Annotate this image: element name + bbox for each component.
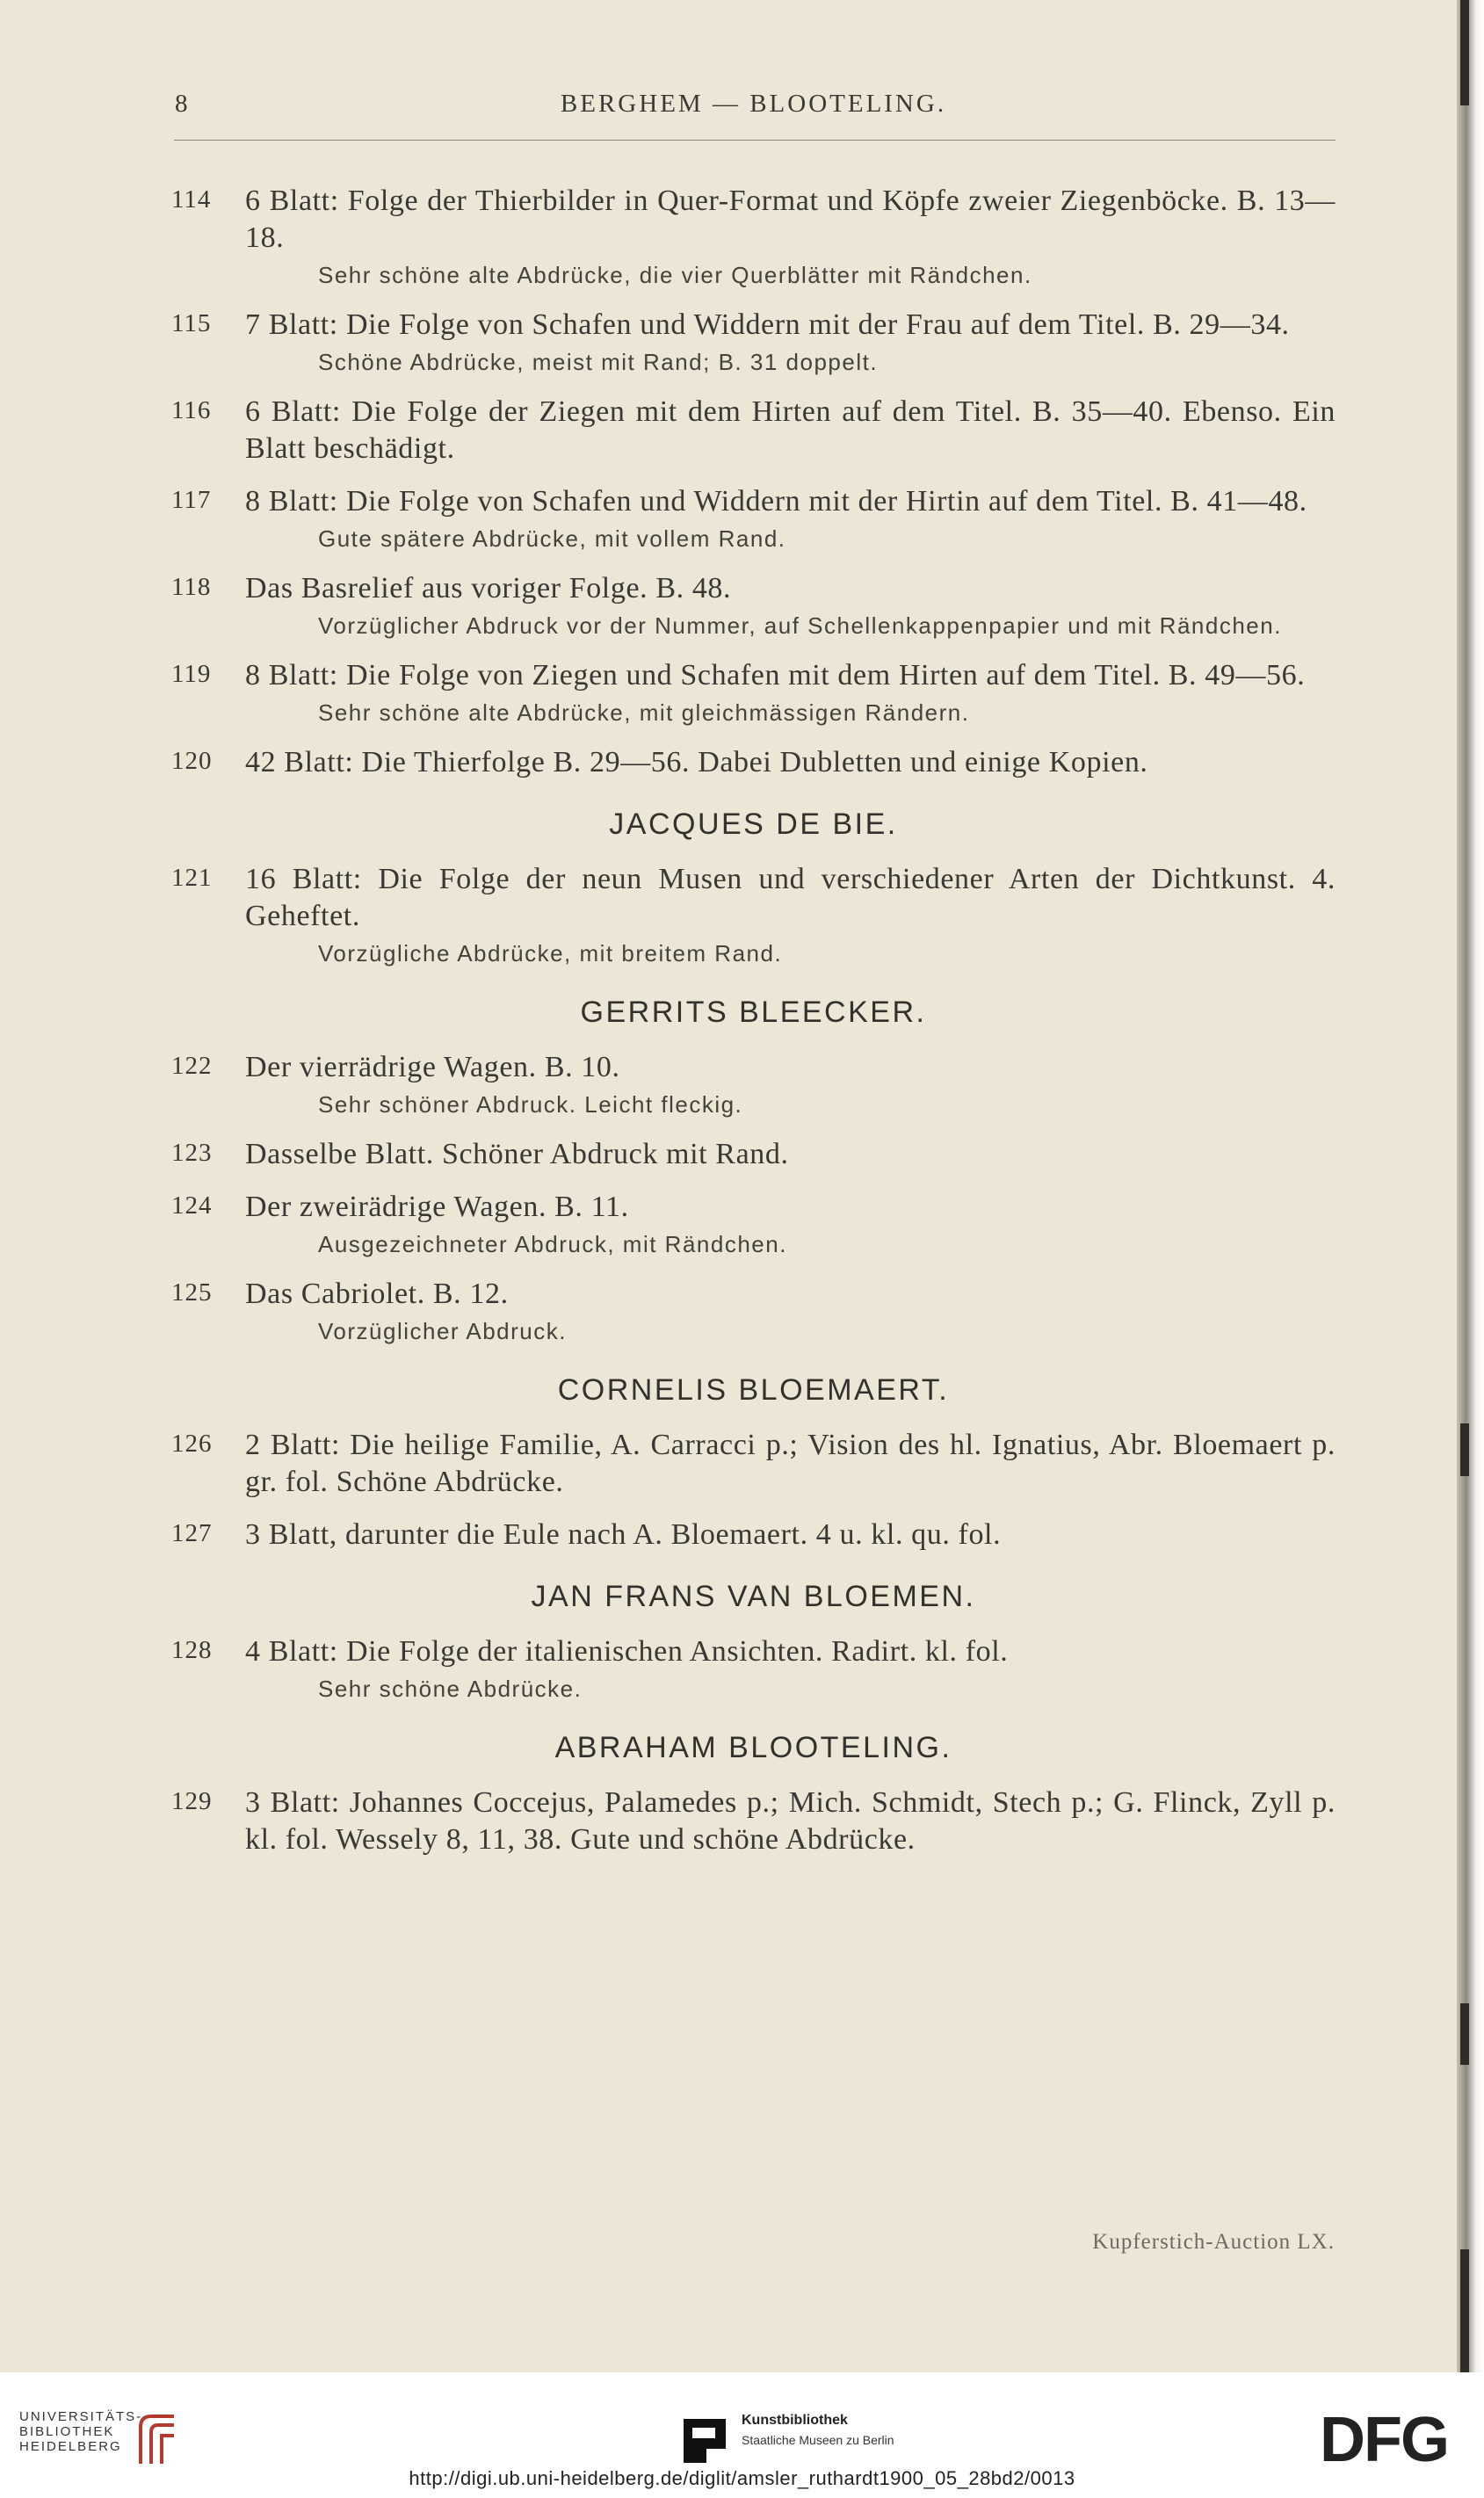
- catalog-entry: [171, 1049, 1336, 1120]
- ub-heidelberg-logo[interactable]: [19, 2409, 213, 2471]
- entry-number: 126: [171, 1430, 213, 1458]
- entry-description: 3 Blatt, darunter die Eule nach A. Bloemaert. 4 u. kl. qu. fol.: [245, 1518, 1002, 1551]
- catalog-entry: [171, 1189, 1336, 1260]
- ub-mark-icon: [132, 2409, 202, 2467]
- signature-mark: Kupferstich-Auction LX.: [1092, 2230, 1335, 2254]
- catalog-entry: [171, 307, 1336, 378]
- running-head: BERGHEM — BLOOTELING.: [560, 90, 947, 118]
- entry-note: Schöne Abdrücke, meist mit Rand; B. 31 doppelt.: [318, 349, 879, 375]
- entry-note: Sehr schöne alte Abdrücke, die vier Querblätter mit Rändchen.: [318, 262, 1032, 288]
- entry-description: 4 Blatt: Die Folge der italienischen Ansichten. Radirt. kl. fol.: [245, 1635, 1009, 1668]
- edge-mark: [1460, 2003, 1469, 2065]
- entry-number: 117: [171, 486, 212, 514]
- entry-number: 118: [171, 573, 212, 601]
- entry-note: Sehr schöne Abdrücke.: [318, 1676, 583, 1702]
- entry-number: 123: [171, 1139, 213, 1167]
- catalog-entry: [171, 1517, 1336, 1553]
- kunstbibliothek-logo[interactable]: [680, 2409, 944, 2471]
- dfg-logo[interactable]: DFG: [1320, 2405, 1448, 2475]
- entry-number: 127: [171, 1519, 213, 1547]
- catalog-entry: [171, 1633, 1336, 1705]
- catalog-entry: [171, 183, 1336, 291]
- entry-number: 116: [171, 396, 212, 424]
- catalog-entry: [171, 861, 1336, 969]
- entry-number: 115: [171, 309, 212, 337]
- entry-description: Das Cabriolet. B. 12.: [245, 1278, 509, 1310]
- entry-number: 119: [171, 660, 212, 688]
- entry-number: 121: [171, 864, 213, 892]
- entry-description: 6 Blatt: Folge der Thierbilder in Quer-Format und Köpfe zweier Ziegenböcke. B. 13—18.: [245, 185, 1336, 254]
- catalog-entry: [171, 1785, 1336, 1858]
- page-number: 8: [175, 90, 189, 118]
- catalog-entry: [171, 394, 1336, 467]
- catalog-entry: [171, 570, 1336, 641]
- catalog-entry: [171, 1136, 1336, 1173]
- entry-description: 8 Blatt: Die Folge von Ziegen und Schafen mit dem Hirten auf dem Titel. B. 49—56.: [245, 659, 1306, 691]
- edge-mark: [1460, 1423, 1469, 1476]
- entry-note: Vorzügliche Abdrücke, mit breitem Rand.: [318, 940, 783, 967]
- entry-description: 3 Blatt: Johannes Coccejus, Palamedes p.; Mich. Schmidt, Stech p.; G. Flinck, Zyll p. kl. fol. Wessely 8, 11, 38. Gute und schöne Abdrücke.: [245, 1786, 1336, 1856]
- library-name: UNIVERSITÄTS- BIBLIOTHEK HEIDELBERG: [19, 2409, 143, 2454]
- entry-number: 114: [171, 185, 212, 214]
- kb-title: Kunstbibliothek: [742, 2413, 848, 2428]
- kb-subtitle: Staatliche Museen zu Berlin: [742, 2433, 894, 2447]
- artist-heading: JAN FRANS VAN BLOEMEN.: [531, 1580, 976, 1613]
- artist-heading: ABRAHAM BLOOTELING.: [554, 1731, 952, 1764]
- entry-description: 8 Blatt: Die Folge von Schafen und Widdern mit der Hirtin auf dem Titel. B. 41—48.: [245, 485, 1307, 518]
- entry-description: Der vierrädrige Wagen. B. 10.: [245, 1051, 620, 1083]
- entry-note: Gute spätere Abdrücke, mit vollem Rand.: [318, 525, 786, 552]
- artist-heading: JACQUES DE BIE.: [609, 807, 898, 841]
- entry-number: 129: [171, 1787, 213, 1815]
- catalog-content: [171, 183, 1336, 1874]
- entry-number: 128: [171, 1636, 213, 1664]
- source-url[interactable]: http://digi.ub.uni-heidelberg.de/diglit/amsler_ruthardt1900_05_28bd2/0013: [409, 2467, 1075, 2489]
- entry-number: 120: [171, 747, 213, 775]
- entry-description: Der zweirädrige Wagen. B. 11.: [245, 1191, 629, 1223]
- catalog-entry: [171, 483, 1336, 554]
- entry-description: Das Basrelief aus voriger Folge. B. 48.: [245, 572, 732, 605]
- entry-number: 125: [171, 1278, 213, 1307]
- entry-note: Vorzüglicher Abdruck vor der Nummer, auf Schellenkappenpapier und mit Rändchen.: [318, 612, 1282, 639]
- entry-description: 42 Blatt: Die Thierfolge B. 29—56. Dabei Dubletten und einige Kopien.: [245, 746, 1148, 778]
- entry-note: Vorzüglicher Abdruck.: [318, 1318, 567, 1344]
- artist-heading: CORNELIS BLOEMAERT.: [557, 1373, 950, 1407]
- flag-icon: [680, 2414, 733, 2466]
- entry-number: 122: [171, 1052, 213, 1080]
- edge-mark: [1460, 2249, 1469, 2372]
- catalog-entry: [171, 744, 1336, 781]
- entry-description: 7 Blatt: Die Folge von Schafen und Widdern mit der Frau auf dem Titel. B. 29—34.: [245, 308, 1290, 341]
- catalog-entry: [171, 657, 1336, 728]
- entry-note: Sehr schöner Abdruck. Leicht fleckig.: [318, 1091, 743, 1118]
- header-rule: [174, 140, 1336, 141]
- entry-description: 6 Blatt: Die Folge der Ziegen mit dem Hirten auf dem Titel. B. 35—40. Ebenso. Ein Blatt beschädigt.: [245, 395, 1336, 465]
- entry-description: 2 Blatt: Die heilige Familie, A. Carracci p.; Vision des hl. Ignatius, Abr. Bloemaert p. gr. fol. Schöne Abdrücke.: [245, 1429, 1336, 1498]
- entry-note: Sehr schöne alte Abdrücke, mit gleichmässigen Rändern.: [318, 699, 970, 726]
- entry-note: Ausgezeichneter Abdruck, mit Rändchen.: [318, 1231, 787, 1257]
- catalog-entry: [171, 1276, 1336, 1347]
- entry-number: 124: [171, 1191, 213, 1220]
- entry-description: 16 Blatt: Die Folge der neun Musen und verschiedener Arten der Dichtkunst. 4. Geheftet.: [245, 863, 1336, 932]
- edge-mark: [1460, 0, 1469, 105]
- page-header: [171, 90, 1336, 130]
- artist-heading: GERRITS BLEECKER.: [580, 996, 927, 1029]
- catalog-entry: [171, 1427, 1336, 1501]
- entry-description: Dasselbe Blatt. Schöner Abdruck mit Rand.: [245, 1138, 789, 1170]
